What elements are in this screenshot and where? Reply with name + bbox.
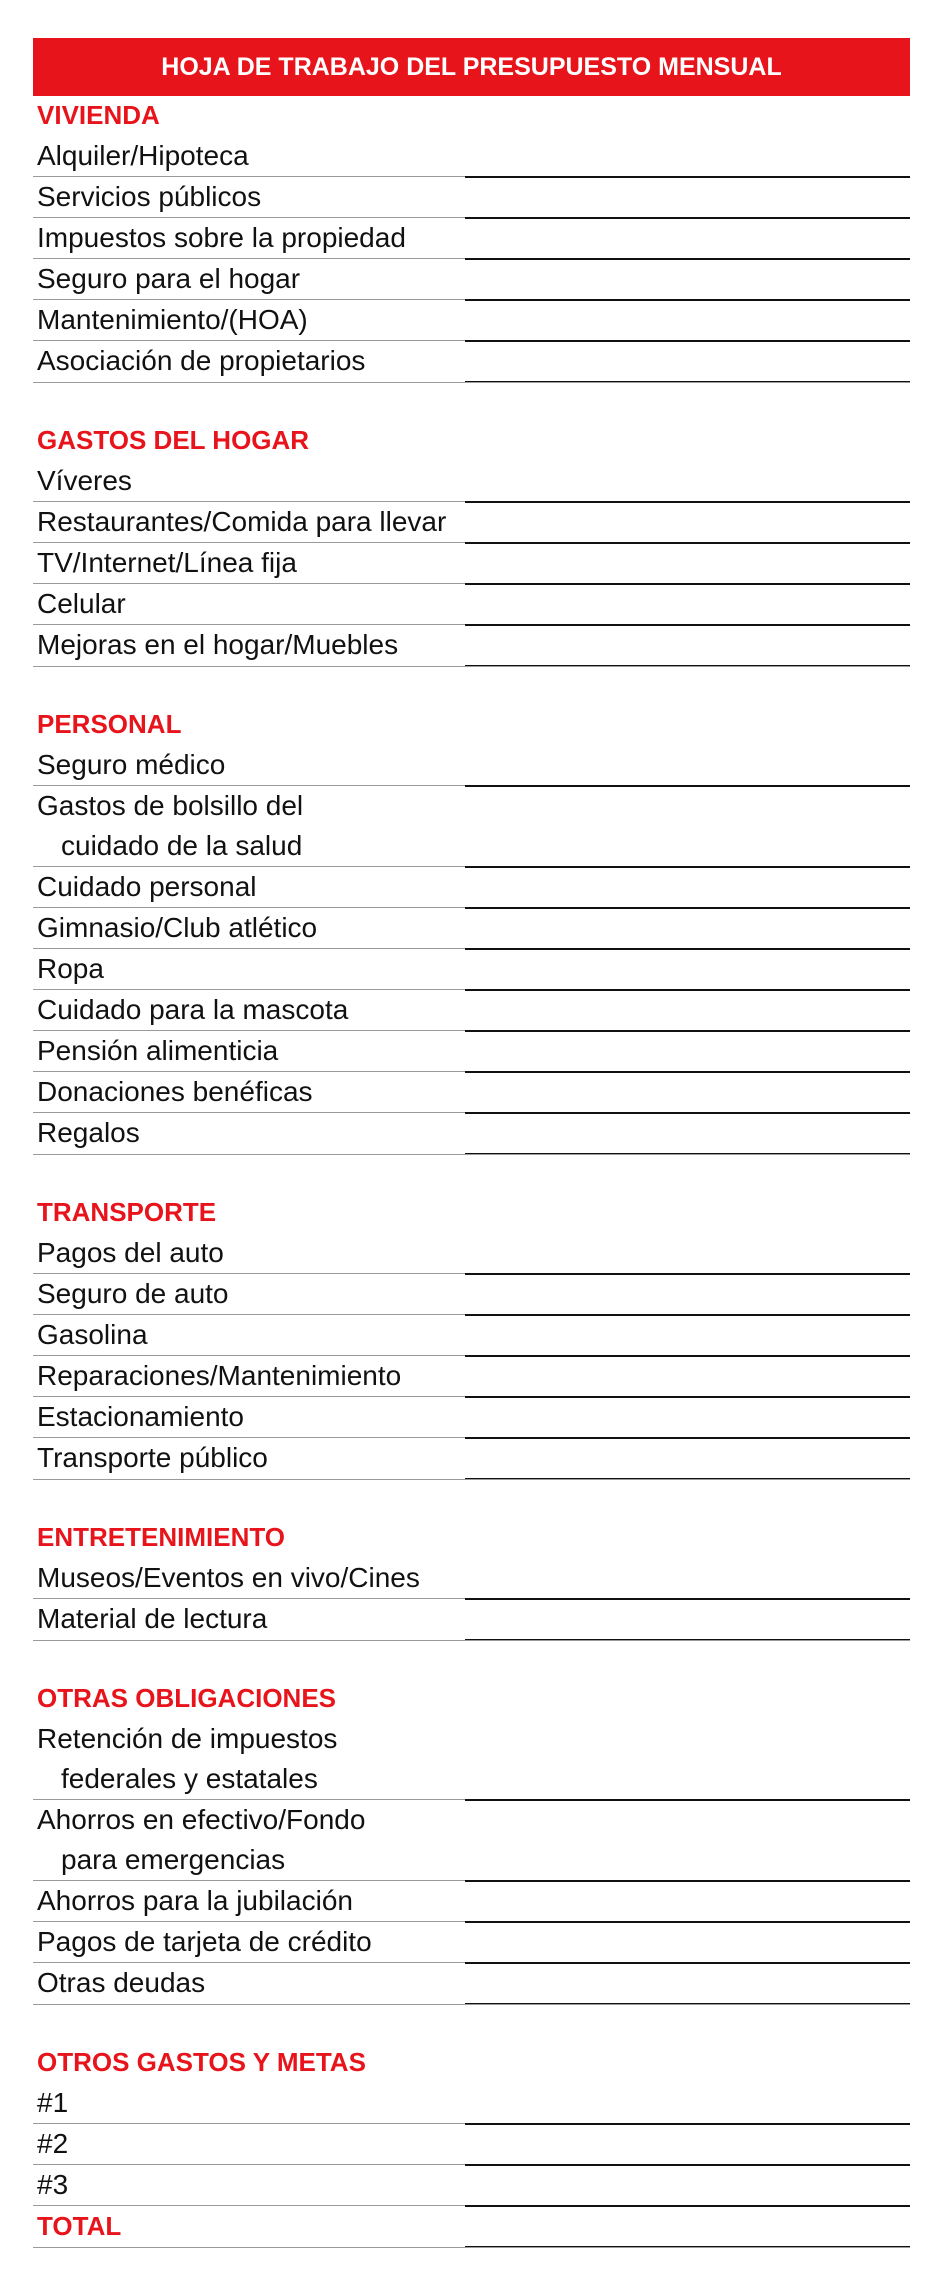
budget-line-item bbox=[33, 1881, 910, 1922]
line-item-label: TV/Internet/Línea fija bbox=[37, 547, 297, 578]
line-item-label: Cuidado personal bbox=[37, 871, 257, 902]
line-item-label: Celular bbox=[37, 588, 126, 619]
line-item-label: Transporte público bbox=[37, 1442, 268, 1473]
amount-blank-line[interactable] bbox=[465, 1478, 910, 1480]
amount-blank-line[interactable] bbox=[465, 1639, 910, 1641]
line-item-label: Seguro para el hogar bbox=[37, 263, 301, 294]
budget-line-item bbox=[33, 543, 910, 584]
budget-line-item bbox=[33, 259, 910, 300]
line-item-label: Regalos bbox=[37, 1117, 140, 1148]
line-item-label: Gimnasio/Club atlético bbox=[37, 912, 318, 943]
budget-line-item bbox=[33, 908, 910, 949]
budget-line-item bbox=[33, 136, 910, 177]
line-item-label: Víveres bbox=[37, 465, 132, 496]
budget-line-item bbox=[33, 1599, 910, 1639]
line-item-label: Reparaciones/Mantenimiento bbox=[37, 1360, 402, 1391]
line-item-label: Ahorros para la jubilación bbox=[37, 1885, 353, 1916]
budget-line-item bbox=[33, 867, 910, 908]
line-item-label: Estacionamiento bbox=[37, 1401, 245, 1432]
section-title: OTROS GASTOS Y METAS bbox=[37, 2047, 366, 2077]
section-title: GASTOS DEL HOGAR bbox=[37, 425, 310, 455]
line-item-label: Material de lectura bbox=[37, 1603, 268, 1634]
budget-line-item bbox=[33, 1315, 910, 1356]
budget-line-item bbox=[33, 1719, 910, 1800]
budget-line-item bbox=[33, 1438, 910, 1478]
section-title: TRANSPORTE bbox=[37, 1197, 217, 1227]
budget-line-item bbox=[33, 2083, 910, 2124]
section bbox=[33, 1679, 910, 2003]
budget-line-item bbox=[33, 1031, 910, 1072]
budget-line-item bbox=[33, 1922, 910, 1963]
budget-line-item bbox=[33, 461, 910, 502]
line-item-label: Pagos de tarjeta de crédito bbox=[37, 1926, 372, 1957]
section-title: OTRAS OBLIGACIONES bbox=[37, 1683, 337, 1713]
line-item-label: Retención de impuestos bbox=[37, 1723, 338, 1754]
line-item-label-continued: cuidado de la salud bbox=[61, 830, 303, 861]
section bbox=[33, 705, 910, 1153]
line-item-label: Seguro de auto bbox=[37, 1278, 229, 1309]
line-item-label-continued: federales y estatales bbox=[61, 1763, 318, 1794]
line-item-label-continued: para emergencias bbox=[61, 1844, 286, 1875]
budget-line-item bbox=[33, 341, 910, 381]
line-item-label: Museos/Eventos en vivo/Cines bbox=[37, 1562, 420, 1593]
line-item-label: Ropa bbox=[37, 953, 104, 984]
line-item-label: Ahorros en efectivo/Fondo bbox=[37, 1804, 366, 1835]
budget-line-item bbox=[33, 2124, 910, 2165]
line-item-label: Gasolina bbox=[37, 1319, 148, 1350]
sections-container bbox=[33, 96, 910, 2246]
budget-worksheet bbox=[33, 38, 910, 2286]
budget-line-item bbox=[33, 2165, 910, 2206]
line-item-label: #2 bbox=[37, 2128, 69, 2159]
budget-line-item bbox=[33, 1963, 910, 2003]
worksheet-title: HOJA DE TRABAJO DEL PRESUPUESTO MENSUAL bbox=[33, 38, 910, 96]
line-item-label: Otras deudas bbox=[37, 1967, 206, 1998]
line-item-label: Pagos del auto bbox=[37, 1237, 224, 1268]
section bbox=[33, 1193, 910, 1478]
line-item-label: Mantenimiento/(HOA) bbox=[37, 304, 308, 335]
section-title: ENTRETENIMIENTO bbox=[37, 1522, 285, 1552]
section bbox=[33, 421, 910, 665]
line-item-label: Gastos de bolsillo del bbox=[37, 790, 304, 821]
line-item-label: Asociación de propietarios bbox=[37, 345, 366, 376]
budget-line-item bbox=[33, 1233, 910, 1274]
budget-line-item bbox=[33, 990, 910, 1031]
total-amount-blank-line[interactable] bbox=[465, 2246, 910, 2248]
line-item-label: Servicios públicos bbox=[37, 181, 262, 212]
section bbox=[33, 2043, 910, 2246]
budget-line-item bbox=[33, 584, 910, 625]
line-item-label: Alquiler/Hipoteca bbox=[37, 140, 249, 171]
budget-line-item bbox=[33, 949, 910, 990]
budget-line-item bbox=[33, 300, 910, 341]
budget-line-item bbox=[33, 1113, 910, 1153]
amount-blank-line[interactable] bbox=[465, 665, 910, 667]
budget-line-item bbox=[33, 502, 910, 543]
budget-line-item bbox=[33, 218, 910, 259]
section-title: VIVIENDA bbox=[37, 100, 160, 130]
amount-blank-line[interactable] bbox=[465, 1153, 910, 1155]
line-item-label: #3 bbox=[37, 2169, 69, 2200]
section bbox=[33, 1518, 910, 1639]
budget-line-item bbox=[33, 1356, 910, 1397]
budget-line-item bbox=[33, 745, 910, 786]
line-item-label: Donaciones benéficas bbox=[37, 1076, 313, 1107]
budget-line-item bbox=[33, 786, 910, 867]
budget-line-item bbox=[33, 625, 910, 665]
line-item-label: #1 bbox=[37, 2087, 69, 2118]
budget-line-item bbox=[33, 177, 910, 218]
line-item-label: Impuestos sobre la propiedad bbox=[37, 222, 406, 253]
line-item-label: Seguro médico bbox=[37, 749, 226, 780]
line-item-label: Cuidado para la mascota bbox=[37, 994, 349, 1025]
line-item-label: Mejoras en el hogar/Muebles bbox=[37, 629, 399, 660]
total-row bbox=[33, 2206, 910, 2246]
budget-line-item bbox=[33, 1274, 910, 1315]
budget-line-item bbox=[33, 1800, 910, 1881]
amount-blank-line[interactable] bbox=[465, 381, 910, 383]
budget-line-item bbox=[33, 1558, 910, 1599]
section bbox=[33, 96, 910, 381]
line-item-label: Restaurantes/Comida para llevar bbox=[37, 506, 447, 537]
amount-blank-line[interactable] bbox=[465, 2003, 910, 2005]
section-title: PERSONAL bbox=[37, 709, 182, 739]
total-label: TOTAL bbox=[37, 2211, 122, 2241]
budget-line-item bbox=[33, 1072, 910, 1113]
line-item-label: Pensión alimenticia bbox=[37, 1035, 279, 1066]
budget-line-item bbox=[33, 1397, 910, 1438]
